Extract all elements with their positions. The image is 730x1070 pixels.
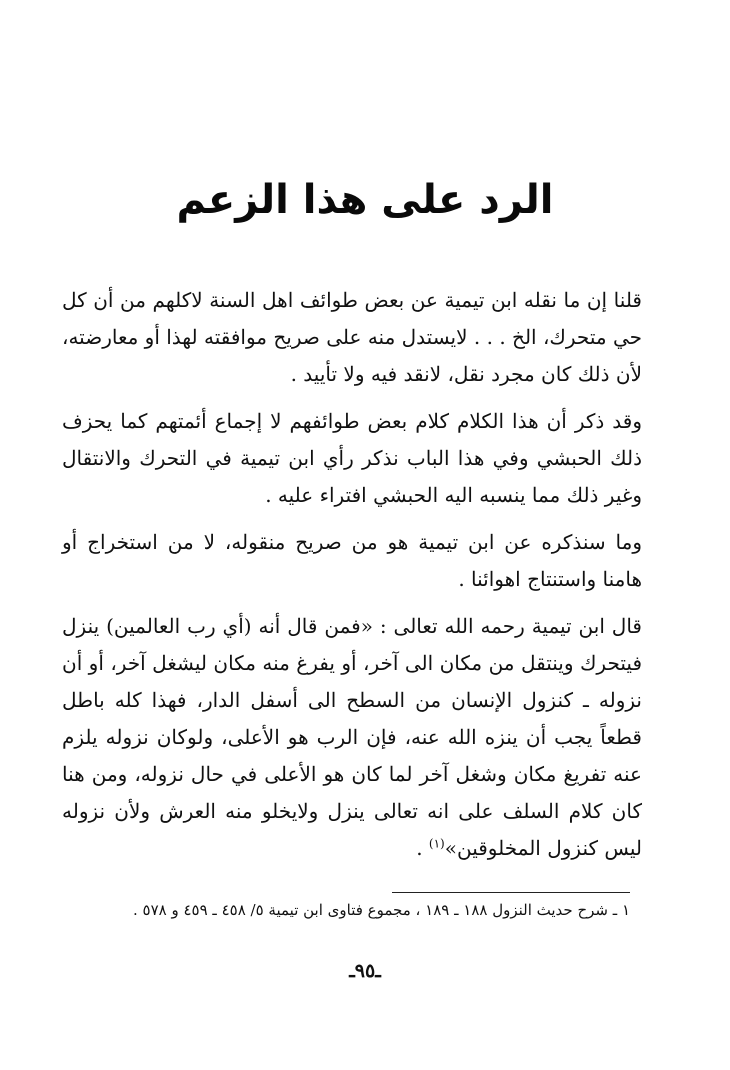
paragraph-4-text: قال ابن تيمية رحمه الله تعالى : «فمن قال أنه (أي رب العالمين) ينزل فيتحرك وينتقل من مكان الى آخر، أو يفرغ منه مكان ليشغل آخر، أو أن نزوله ـ كنزول الإنسان من السطح الى أسفل الدار، فهذا كله باطل قطعاً يجب أن ينزه الله عنه، فإن الرب هو الأعلى، ولوكان نزوله يلزم عنه تفريغ مكان وشغل آخر لما كان هو الأعلى في حال نزوله، ومن هنا كان كلام السلف على انه تعالى ينزل ولايخلو منه العرش ولأن نزوله ليس كنزول المخلوقين»: [62, 614, 642, 860]
footnote-divider: [392, 892, 630, 893]
main-text: [62, 282, 642, 867]
paragraph-2: وقد ذكر أن هذا الكلام كلام بعض طوائفهم لا إجماع أئمتهم كما يحزف ذلك الحبشي وفي هذا الباب نذكر رأي ابن تيمية في التحرك والانتقال وغير ذلك مما ينسبه اليه الحبشي افتراء عليه .: [62, 409, 642, 507]
paragraph-4: [62, 608, 642, 867]
footnote: ١ ـ شرح حديث النزول ١٨٨ ـ ١٨٩ ، مجموع فتاوى ابن تيمية ٥/ ٤٥٨ ـ ٤٥٩ و ٥٧٨ .: [132, 901, 630, 919]
closing-mark: .: [416, 836, 429, 860]
page-title: الرد على هذا الزعم: [176, 176, 554, 223]
paragraph-3: وما سنذكره عن ابن تيمية هو من صريح منقوله، لا من استخراج أو هامنا واستنتاج اهوائنا .: [62, 530, 642, 591]
page-number: ـ٩٥ـ: [349, 960, 381, 982]
footnote-reference: (١): [428, 836, 445, 851]
paragraph-1: قلنا إن ما نقله ابن تيمية عن بعض طوائف اهل السنة لاكلهم من أن كل حي متحرك، الخ . . . لايستدل منه على صريح موافقته لهذا أو معارضته، لأن ذلك كان مجرد نقل، لانقد فيه ولا تأييد .: [62, 288, 642, 386]
